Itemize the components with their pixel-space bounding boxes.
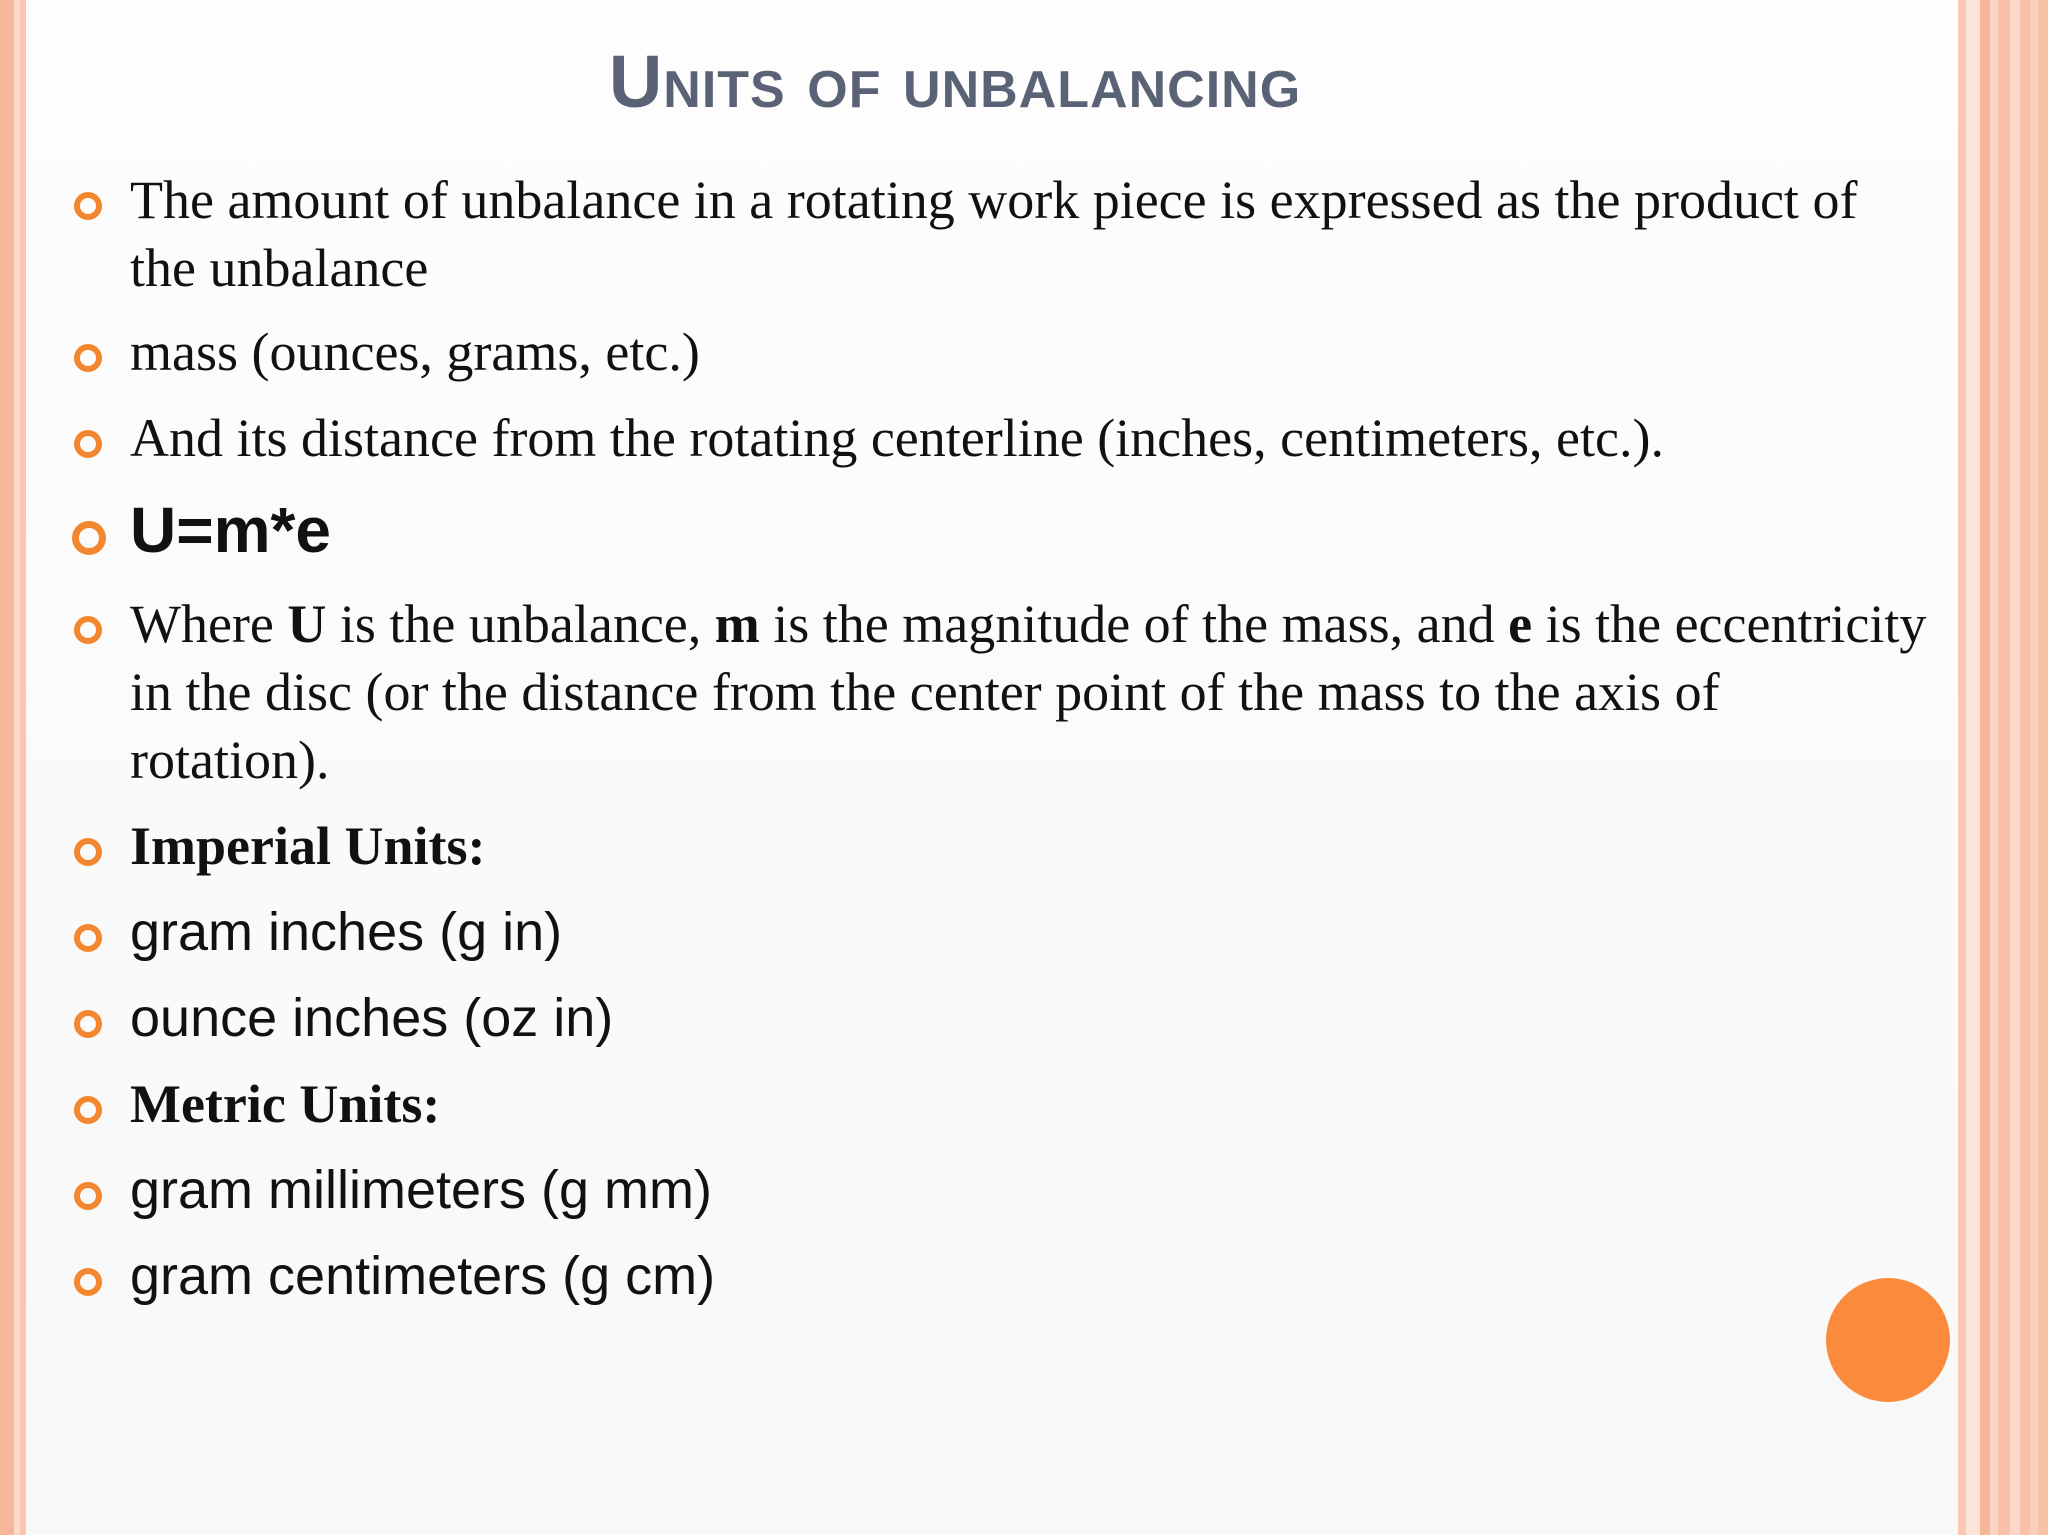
right-border-stripe — [1980, 0, 1990, 1535]
bullet-text: mass (ounces, grams, etc.) — [130, 322, 700, 382]
right-border-stripe — [1998, 0, 2048, 1535]
right-border-stripe — [1958, 0, 1966, 1535]
bullet-icon — [74, 1268, 102, 1296]
bullet-text: gram centimeters (g cm) — [130, 1246, 716, 1306]
right-border-stripe — [1990, 0, 1998, 1535]
bullet-text: gram inches (g in) — [130, 902, 563, 962]
bullet-icon — [74, 616, 102, 644]
bullet-text: And its distance from the rotating centerline (inches, centimeters, etc.). — [130, 408, 1664, 468]
left-border-stripe — [0, 0, 14, 1535]
bullet-icon — [74, 1182, 102, 1210]
bullet-icon — [72, 521, 106, 555]
formula: U=m*e — [130, 494, 331, 566]
left-border-stripe — [20, 0, 26, 1535]
bullet-text: gram millimeters (g mm) — [130, 1160, 713, 1220]
slide-title: Units of unbalancing — [608, 40, 1302, 123]
bullet-text: Where U is the unbalance, m is the magnitude of the mass, and e is the eccentricity in the disc (or the distance from the center point of the mass to the axis of rotation). — [130, 594, 1927, 790]
right-border-stripe — [2010, 0, 2020, 1535]
right-border-stripe — [1966, 0, 1980, 1535]
bullet-icon — [74, 1096, 102, 1124]
section-heading: Imperial Units: — [130, 816, 486, 876]
bullet-text: The amount of unbalance in a rotating work piece is expressed as the product of the unbalance — [130, 170, 1858, 298]
bullet-icon — [74, 1010, 102, 1038]
bullet-icon — [74, 430, 102, 458]
section-heading: Metric Units: — [130, 1074, 441, 1134]
orange-circle-decoration — [1826, 1278, 1950, 1402]
bullet-text: ounce inches (oz in) — [130, 988, 614, 1048]
right-border-stripe — [2030, 0, 2038, 1535]
bullet-icon — [74, 344, 102, 372]
bullet-icon — [74, 838, 102, 866]
bullet-icon — [74, 192, 102, 220]
bullet-icon — [74, 924, 102, 952]
